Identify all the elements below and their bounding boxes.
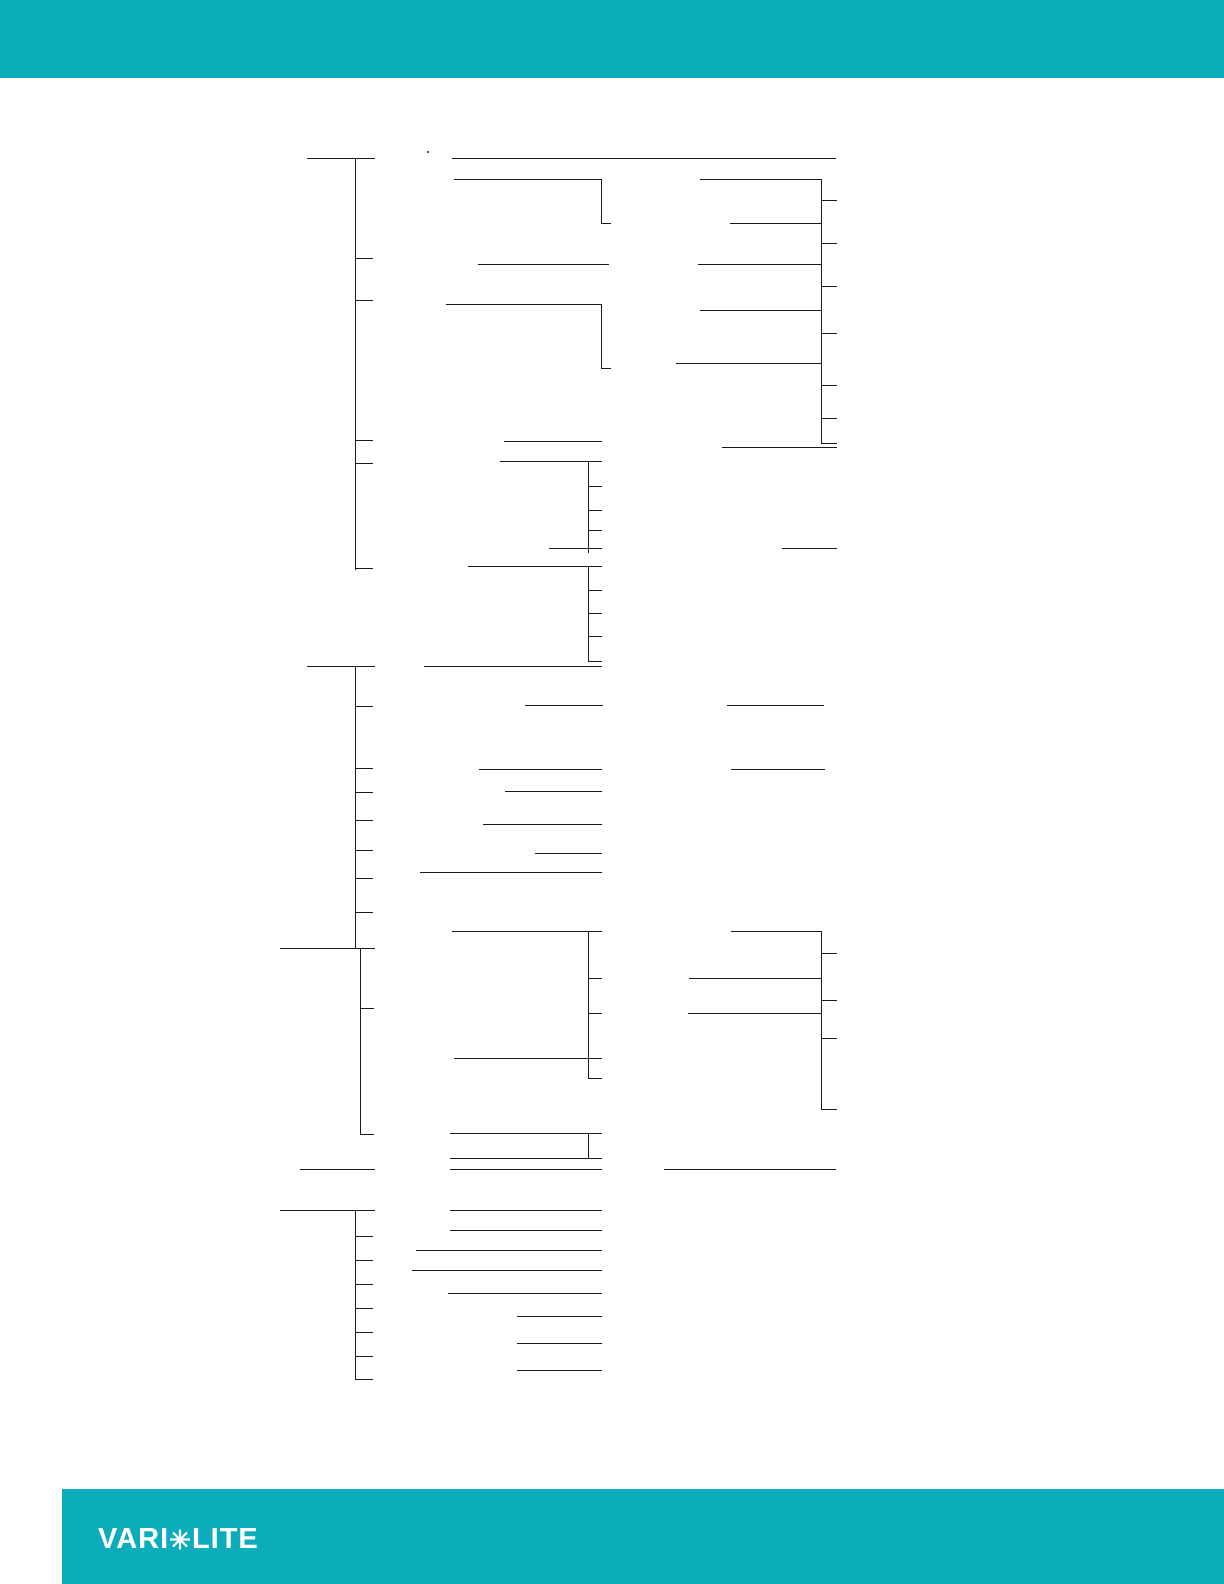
rule-c3-11 bbox=[689, 978, 822, 979]
rule-c2-title bbox=[452, 158, 836, 159]
rule-c2-9 bbox=[525, 705, 603, 706]
rule-c3-2 bbox=[730, 223, 822, 224]
rule-c2-23 bbox=[412, 1270, 602, 1271]
rule-c2-3 bbox=[446, 304, 602, 305]
tick-c3-9 bbox=[821, 1000, 837, 1001]
tick-c3-4 bbox=[821, 333, 837, 334]
tick-c3-8 bbox=[821, 953, 837, 954]
tick-c3-10 bbox=[821, 1038, 837, 1039]
tick-c1-b2 bbox=[355, 768, 373, 769]
rule-c1-top bbox=[307, 158, 375, 159]
logo-text-part2: LITE bbox=[191, 1523, 259, 1555]
rule-c2-27 bbox=[517, 1370, 602, 1371]
rule-c3-10 bbox=[731, 931, 822, 932]
rule-c2-21 bbox=[450, 1230, 602, 1231]
tick-c2-5c bbox=[588, 530, 602, 531]
rule-c3-13 bbox=[664, 1169, 836, 1170]
rule-c3-5 bbox=[676, 363, 822, 364]
tick-c1-b6 bbox=[355, 878, 373, 879]
rule-c2-1 bbox=[454, 179, 602, 180]
tick-c2-15c bbox=[588, 1078, 602, 1079]
tick-c2-3 bbox=[601, 368, 611, 369]
logo-star-icon: ✳ bbox=[169, 1525, 192, 1555]
connector-c2-16 bbox=[588, 1133, 589, 1158]
tick-c1-e6 bbox=[355, 1356, 373, 1357]
rule-c2-26 bbox=[517, 1343, 602, 1344]
connector-c2-1 bbox=[601, 179, 602, 223]
footer-notch bbox=[0, 1489, 62, 1584]
rule-c2-13 bbox=[535, 853, 602, 854]
tick-c2-7d bbox=[588, 661, 602, 662]
rule-c2-7 bbox=[468, 566, 602, 567]
spine-c1-b bbox=[355, 667, 356, 949]
tick-c2-7c bbox=[588, 636, 602, 637]
tick-c1-a5 bbox=[355, 568, 373, 569]
rule-c3-3 bbox=[698, 264, 822, 265]
rule-c2-15 bbox=[452, 931, 602, 932]
connector-c2-5 bbox=[588, 461, 589, 553]
rule-c3-6 bbox=[722, 447, 837, 448]
rule-c2-20 bbox=[450, 1210, 602, 1211]
tick-c1-e4 bbox=[355, 1308, 373, 1309]
tick-c1-a2 bbox=[355, 300, 373, 301]
tick-c1-b7 bbox=[355, 912, 373, 913]
tick-c2-15b bbox=[588, 1013, 602, 1014]
tick-c1-e1 bbox=[355, 1236, 373, 1237]
rule-c3-9 bbox=[731, 769, 825, 770]
rule-c1-e-top bbox=[280, 1210, 375, 1211]
rule-c2-8 bbox=[424, 666, 602, 667]
tick-c1-b5 bbox=[355, 850, 373, 851]
tick-c1-c2 bbox=[360, 1134, 374, 1135]
connector-c3-main bbox=[821, 179, 822, 443]
rule-c3-7 bbox=[782, 548, 837, 549]
tick-c1-e5 bbox=[355, 1332, 373, 1333]
tick-c2-5a bbox=[588, 486, 602, 487]
tick-c2-5b bbox=[588, 510, 602, 511]
tick-c3-5 bbox=[821, 385, 837, 386]
rule-c2-10 bbox=[479, 769, 602, 770]
tick-c1-e2 bbox=[355, 1260, 373, 1261]
tick-c1-e3 bbox=[355, 1284, 373, 1285]
connector-c2-3 bbox=[601, 304, 602, 368]
rule-c2-25 bbox=[517, 1316, 602, 1317]
tick-c3-1 bbox=[821, 200, 837, 201]
rule-c2-2 bbox=[478, 264, 609, 265]
tick-c3-7 bbox=[821, 443, 837, 444]
rule-c2-18 bbox=[450, 1158, 602, 1159]
tick-c3-2 bbox=[821, 243, 837, 244]
tick-c1-a4 bbox=[355, 463, 373, 464]
tick-c2-1 bbox=[601, 223, 611, 224]
rule-c3-4 bbox=[700, 310, 822, 311]
flowchart-diagram bbox=[0, 78, 1224, 1489]
tick-c1-a1 bbox=[355, 258, 373, 259]
rule-c2-11 bbox=[505, 791, 602, 792]
tick-c1-b3 bbox=[355, 792, 373, 793]
rule-c2-19 bbox=[450, 1169, 602, 1170]
spine-c1-c bbox=[360, 949, 361, 1134]
rule-c2-17 bbox=[450, 1133, 602, 1134]
rule-c3-8 bbox=[727, 705, 824, 706]
tick-c3-6 bbox=[821, 418, 837, 419]
varilite-logo bbox=[98, 1525, 259, 1554]
rule-c2-16 bbox=[454, 1058, 602, 1059]
tick-c2-15a bbox=[588, 978, 602, 979]
rule-c3-12 bbox=[688, 1013, 822, 1014]
rule-c1-b-top bbox=[307, 666, 375, 667]
tick-c1-e7 bbox=[355, 1379, 373, 1380]
rule-c2-5 bbox=[500, 461, 602, 462]
logo-text-part1: VARI bbox=[98, 1523, 170, 1555]
dot-marker bbox=[427, 151, 429, 153]
rule-c2-24 bbox=[448, 1293, 602, 1294]
tick-c1-a3 bbox=[355, 440, 373, 441]
rule-c2-22 bbox=[416, 1250, 602, 1251]
rule-c2-12 bbox=[483, 824, 602, 825]
tick-c1-c1 bbox=[360, 1008, 374, 1009]
spine-c1-a bbox=[355, 159, 356, 570]
header-band bbox=[0, 0, 1224, 78]
tick-c3-3 bbox=[821, 286, 837, 287]
tick-c3-11 bbox=[821, 1109, 837, 1110]
tick-c2-7a bbox=[588, 590, 602, 591]
tick-c1-b1 bbox=[355, 706, 373, 707]
rule-c3-1 bbox=[700, 179, 822, 180]
connector-c2-15 bbox=[588, 931, 589, 1079]
rule-c2-6 bbox=[549, 548, 602, 549]
tick-c2-7b bbox=[588, 613, 602, 614]
connector-c3-lower bbox=[821, 931, 822, 1109]
rule-c2-14 bbox=[420, 872, 602, 873]
rule-c2-4 bbox=[504, 441, 602, 442]
tick-c1-b4 bbox=[355, 820, 373, 821]
rule-c1-d bbox=[300, 1169, 375, 1170]
